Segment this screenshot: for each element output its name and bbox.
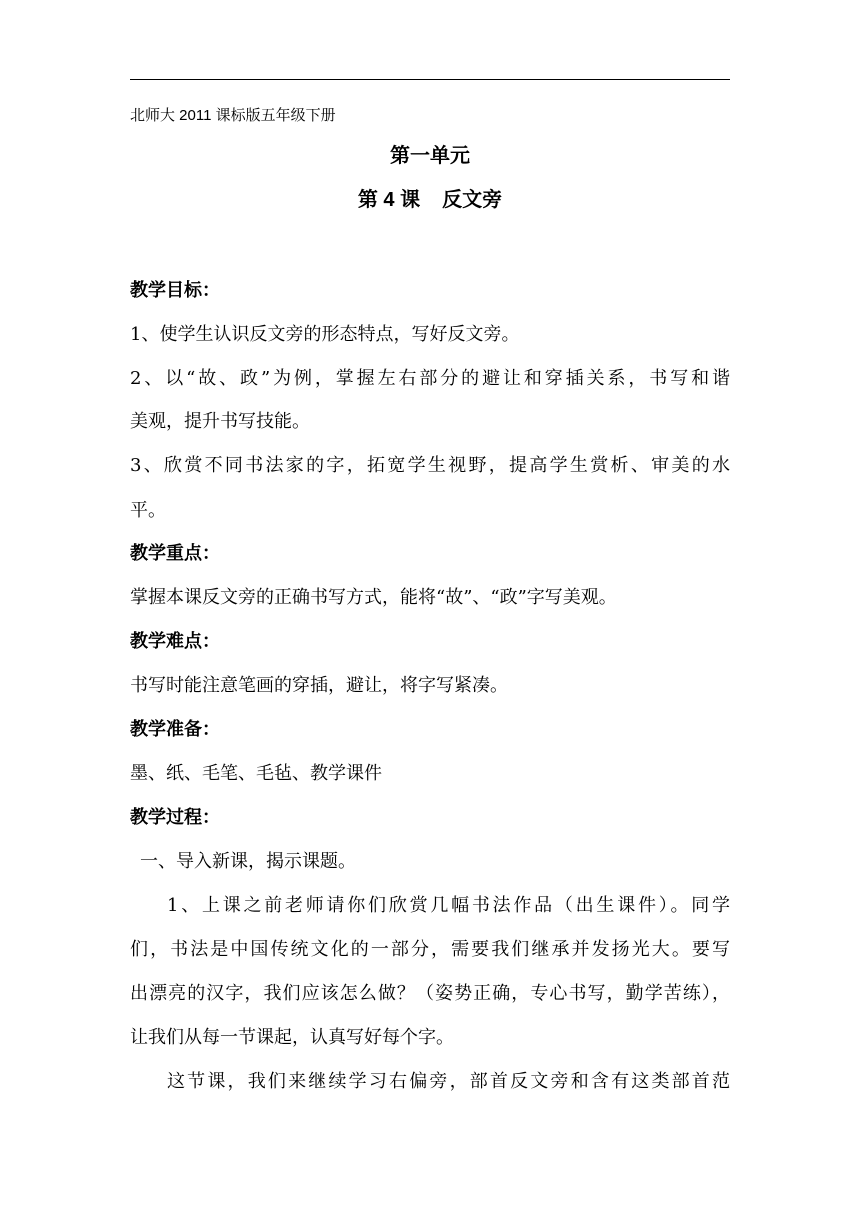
goal-3-line-1: 3、欣赏不同书法家的字，拓宽学生视野，提高学生赏析、审美的水 xyxy=(130,455,730,476)
step-1-title: 一、导入新课，揭示课题。 xyxy=(140,851,356,872)
key-points-text: 掌握本课反文旁的正确书写方式，能将“故”、“政”字写美观。 xyxy=(130,587,617,608)
difficulty-text: 书写时能注意笔画的穿插，避让，将字写紧凑。 xyxy=(130,675,508,696)
goal-2-line-1: 2、以“故、政”为例，掌握左右部分的避让和穿插关系，书写和谐 xyxy=(130,368,730,389)
step-1-paragraph-1-line-3: 出漂亮的汉字，我们应该怎么做？（姿势正确，专心书写，勤学苦练）， xyxy=(130,983,730,1004)
process-heading: 教学过程： xyxy=(130,807,220,827)
key-points-heading: 教学重点： xyxy=(130,543,220,563)
unit-title: 第一单元 xyxy=(390,145,470,167)
lesson-number: 第 4 课 xyxy=(357,189,421,211)
goal-2-line-2: 美观，提升书写技能。 xyxy=(130,411,310,432)
goals-heading: 教学目标： xyxy=(130,280,220,300)
textbook-header: 北师大 2011 课标版五年级下册 xyxy=(130,107,336,124)
step-1-paragraph-2-line-1: 这节课，我们来继续学习右偏旁，部首反文旁和含有这类部首范 xyxy=(167,1071,730,1092)
header-divider xyxy=(130,79,730,80)
lesson-title xyxy=(130,183,730,212)
step-1-paragraph-1-line-2: 们，书法是中国传统文化的一部分，需要我们继承并发扬光大。要写 xyxy=(130,939,730,960)
preparation-heading: 教学准备： xyxy=(130,719,220,739)
goal-3-line-2: 平。 xyxy=(130,500,166,521)
preparation-text: 墨、纸、毛笔、毛毡、教学课件 xyxy=(130,763,382,784)
lesson-name: 反文旁 xyxy=(442,189,503,211)
step-1-paragraph-1-line-1: 1、上课之前老师请你们欣赏几幅书法作品（出生课件）。同学 xyxy=(167,895,730,916)
difficulty-heading: 教学难点： xyxy=(130,631,220,651)
goal-1: 1、使学生认识反文旁的形态特点，写好反文旁。 xyxy=(130,324,520,345)
step-1-paragraph-1-line-4: 让我们从每一节课起，认真写好每个字。 xyxy=(130,1027,454,1048)
